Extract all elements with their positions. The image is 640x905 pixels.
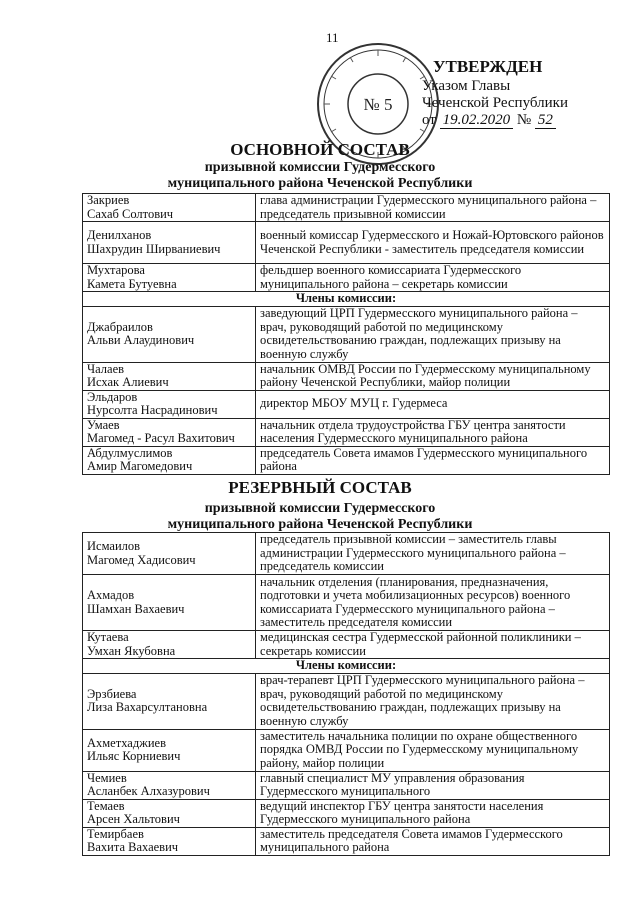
table-row <box>83 194 610 222</box>
person-role: военный комиссар Гудермесского и Ножай-Юртовского районов Чеченской Республики - заместитель председателя комиссии <box>256 222 610 264</box>
members-header-row <box>83 659 610 674</box>
person-name-cell <box>83 771 256 799</box>
person-name-cell <box>83 533 256 575</box>
person-name-cell <box>83 799 256 827</box>
table-row <box>83 222 610 264</box>
person-given-names: Асланбек Алхазурович <box>87 784 210 798</box>
person-given-names: Сахаб Солтович <box>87 206 174 221</box>
members-header: Члены комиссии: <box>83 292 610 307</box>
person-given-names: Альви Алаудинович <box>87 333 195 347</box>
person-role: директор МБОУ МУЦ г. Гудермеса <box>256 390 610 418</box>
table-row <box>83 446 610 474</box>
person-surname: Темирбаев <box>87 826 144 841</box>
person-surname: Ахмадов <box>87 588 135 602</box>
person-role: председатель Совета имамов Гудермесского муниципального района <box>256 446 610 474</box>
person-role: заведующий ЦРП Гудермесского муниципального района – врач, руководящий работой по медицинскому освидетельствованию граждан, подлежащих призыву на военную службу <box>256 306 610 362</box>
person-given-names: Амир Магомедович <box>87 459 193 473</box>
approval-number-prefix: № <box>516 112 532 128</box>
person-surname: Эльдаров <box>87 389 138 404</box>
person-given-names: Нурсолта Насрадинович <box>87 403 218 417</box>
person-role: заместитель председателя Совета имамов Гудермесского муниципального района <box>256 827 610 855</box>
person-name-cell <box>83 390 256 418</box>
table-row <box>83 390 610 418</box>
table-row <box>83 418 610 446</box>
approval-date: 19.02.2020 <box>440 112 514 129</box>
person-role: врач-терапевт ЦРП Гудермесского муниципального района – врач, руководящий работой по медицинскому освидетельствованию граждан, подлежащих призыву на военную службу <box>256 673 610 729</box>
person-role: медицинская сестра Гудермесской районной поликлиники – секретарь комиссии <box>256 631 610 659</box>
person-role: заместитель начальника полиции по охране общественного порядка ОМВД России по Гудермесскому муниципальному району, майор полиции <box>256 729 610 771</box>
table-row <box>83 533 610 575</box>
approval-block <box>418 58 618 129</box>
person-name-cell <box>83 264 256 292</box>
table-row <box>83 673 610 729</box>
table-row <box>83 575 610 631</box>
person-name-cell <box>83 729 256 771</box>
approval-date-line <box>422 112 618 129</box>
person-given-names: Ильяс Корниевич <box>87 749 181 763</box>
person-role: глава администрации Гудермесского муниципального района – председатель призывной комиссии <box>256 194 610 222</box>
reserve-composition-subtitle-2: муниципального района Чеченской Республики <box>167 517 473 532</box>
main-composition-subtitle-2: муниципального района Чеченской Республики <box>167 176 473 191</box>
person-name-cell <box>83 194 256 222</box>
reserve-composition-title: РЕЗЕРВНЫЙ СОСТАВ <box>228 478 412 497</box>
person-given-names: Магомед Хадисович <box>87 552 196 567</box>
table-row <box>83 306 610 362</box>
approval-line-1: Указом Главы <box>422 78 511 94</box>
person-surname: Исмаилов <box>87 539 141 553</box>
person-given-names: Лиза Вахарсултановна <box>87 700 208 714</box>
person-given-names: Магомед - Расул Вахитович <box>87 431 235 445</box>
table-row <box>83 631 610 659</box>
person-surname: Чалаев <box>87 361 125 376</box>
person-name-cell <box>83 631 256 659</box>
person-given-names: Арсен Хальтович <box>87 812 180 826</box>
person-given-names: Вахита Вахаевич <box>87 840 179 854</box>
person-role: главный специалист МУ управления образования Гудермесского муниципального <box>256 771 610 799</box>
person-surname: Эрзбиева <box>87 686 137 701</box>
table-row <box>83 362 610 390</box>
person-role: начальник отдела трудоустройства ГБУ центра занятости населения Гудермесского муниципального района <box>256 418 610 446</box>
approval-number: 52 <box>535 112 556 129</box>
person-name-cell <box>83 827 256 855</box>
person-name-cell <box>83 418 256 446</box>
person-role: начальник ОМВД России по Гудермесскому муниципальному району Чеченской Республики, майор полиции <box>256 362 610 390</box>
person-surname: Чемиев <box>87 770 127 785</box>
person-surname: Абдулмуслимов <box>87 445 173 460</box>
person-given-names: Исхак Алиевич <box>87 375 169 389</box>
person-name-cell <box>83 362 256 390</box>
person-name-cell <box>83 446 256 474</box>
person-name-cell <box>83 306 256 362</box>
main-composition-table <box>82 193 610 475</box>
person-given-names: Шамхан Вахаевич <box>87 601 185 616</box>
reserve-composition-subtitle-1: призывной комиссии Гудермесского <box>204 501 436 516</box>
seal-label: № 5 <box>363 95 393 114</box>
person-name-cell <box>83 673 256 729</box>
page-number: 11 <box>326 30 339 45</box>
person-surname: Кутаева <box>87 630 129 644</box>
table-row <box>83 827 610 855</box>
table-row <box>83 771 610 799</box>
reserve-composition-table <box>82 532 610 856</box>
approval-heading: УТВЕРЖДЕН <box>433 57 543 76</box>
person-role: начальник отделения (планирования, предназначения, подготовки и учета мобилизационных ресурсов) военного комиссариата Гудермесского муниципального района – заместитель председателя комиссии <box>256 575 610 631</box>
person-role: фельдшер военного комиссариата Гудермесского муниципального района – секретарь комиссии <box>256 264 610 292</box>
person-surname: Закриев <box>87 193 130 207</box>
person-name-cell <box>83 575 256 631</box>
table-row <box>83 264 610 292</box>
person-surname: Ахметхаджиев <box>87 735 166 750</box>
person-surname: Темаев <box>87 798 125 813</box>
main-composition-subtitle-1: призывной комиссии Гудермесского <box>204 160 436 175</box>
person-surname: Мухтарова <box>87 263 145 277</box>
approval-line-2: Чеченской Республики <box>422 95 568 111</box>
person-surname: Умаев <box>87 417 120 432</box>
approval-date-prefix: от <box>422 112 436 128</box>
person-given-names: Умхан Якубовна <box>87 643 176 658</box>
person-role: председатель призывной комиссии – заместитель главы администрации Гудермесского муниципального района – председатель комиссии <box>256 533 610 575</box>
person-given-names: Шахрудин Ширваниевич <box>87 241 221 256</box>
main-composition-title: ОСНОВНОЙ СОСТАВ <box>230 140 410 159</box>
members-header: Члены комиссии: <box>83 659 610 674</box>
members-header-row <box>83 292 610 307</box>
person-surname: Джабраилов <box>87 319 153 334</box>
person-name-cell <box>83 222 256 264</box>
person-surname: Денилханов <box>87 228 152 242</box>
table-row <box>83 729 610 771</box>
table-row <box>83 799 610 827</box>
person-given-names: Камета Бутуевна <box>87 276 177 291</box>
person-role: ведущий инспектор ГБУ центра занятости населения Гудермесского муниципального района <box>256 799 610 827</box>
